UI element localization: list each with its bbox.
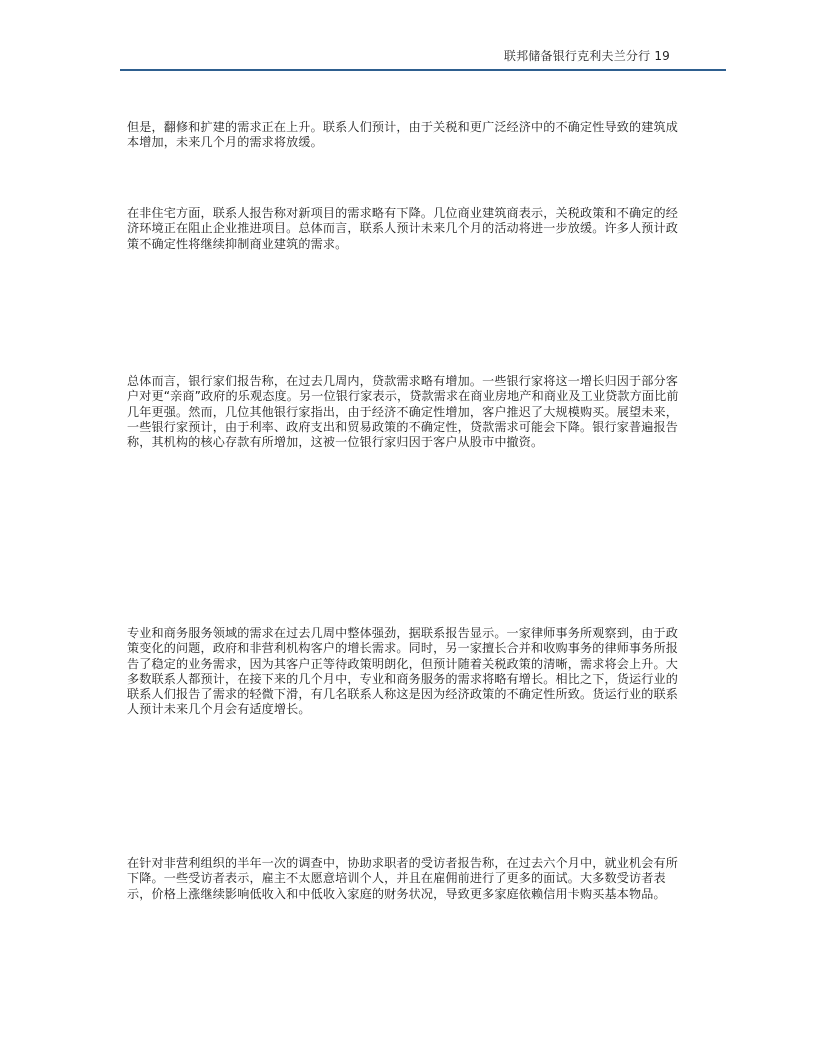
paragraph-nonprofit-survey: 在针对非营利组织的半年一次的调查中，协助求职者的受访者报告称，在过去六个月中，就业机会有所下降。一些受访者表示，雇主不太愿意培训个人，并且在雇佣前进行了更多的面试。大多数受访者表示，价格上涨继续影响低收入和中低收入家庭的财务状况，导致更多家庭依赖信用卡购买基本物品。 <box>127 856 678 901</box>
header-divider <box>120 69 726 71</box>
paragraph-nonresidential-construction: 在非住宅方面，联系人报告称对新项目的需求略有下降。几位商业建筑商表示，关税政策和不确定的经济环境正在阻止企业推进项目。总体而言，联系人预计未来几个月的活动将进一步放缓。许多人预计政策不确定性将继续抑制商业建筑的需求。 <box>127 206 678 251</box>
running-header-title: 联邦储备银行克利夫兰分行 19 <box>503 49 670 63</box>
paragraph-banking-loan-demand: 总体而言，银行家们报告称，在过去几周内，贷款需求略有增加。一些银行家将这一增长归因于部分客户对更“亲商”政府的乐观态度。另一位银行家表示，贷款需求在商业房地产和商业及工业贷款方面比前几年更强。然而，几位其他银行家指出，由于经济不确定性增加，客户推迟了大规模购买。展望未来，一些银行家预计，由于利率、政府支出和贸易政策的不确定性，贷款需求可能会下降。银行家普遍报告称，其机构的核心存款有所增加，这被一位银行家归因于客户从股市中撤资。 <box>127 374 679 450</box>
paragraph-residential-renovation: 但是，翻修和扩建的需求正在上升。联系人们预计，由于关税和更广泛经济中的不确定性导致的建筑成本增加，未来几个月的需求将放缓。 <box>127 120 678 150</box>
paragraph-professional-services: 专业和商务服务领域的需求在过去几周中整体强劲，据联系报告显示。一家律师事务所观察到，由于政策变化的问题，政府和非营利机构客户的增长需求。同时，另一家擅长合并和收购事务的律师事务所报告了稳定的业务需求，因为其客户正等待政策明朗化，但预计随着关税政策的清晰，需求将会上升。大多数联系人都预计，在接下来的几个月中，专业和商务服务的需求将略有增长。相比之下，货运行业的联系人们报告了需求的轻微下滑，有几名联系人称这是因为经济政策的不确定性所致。货运行业的联系人预计未来几个月会有适度增长。 <box>127 626 678 717</box>
page-header <box>0 0 816 72</box>
